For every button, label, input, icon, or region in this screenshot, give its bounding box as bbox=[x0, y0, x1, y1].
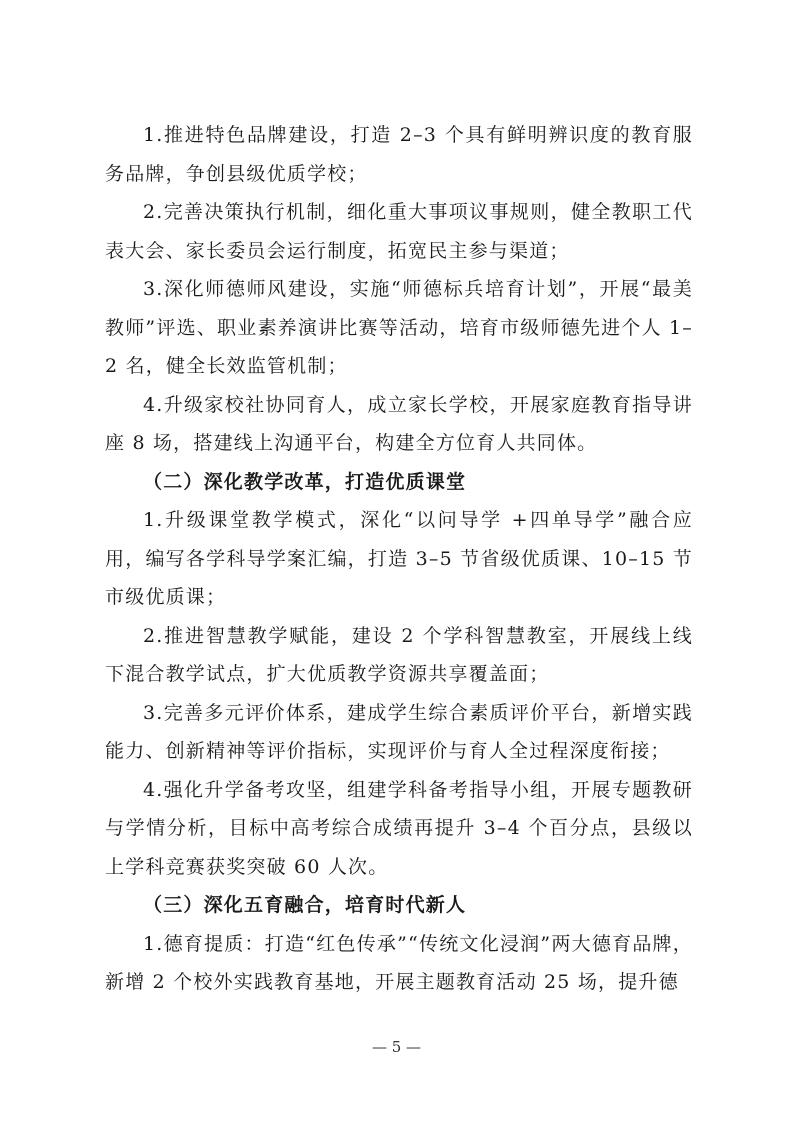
paragraph-5: 1.升级课堂教学模式，深化“以问导学 +四单导学”融合应用，编写各学科导学案汇编，打造 3–5 节省级优质课、10–15 节市级优质课； bbox=[105, 509, 693, 608]
paragraph-1: 1.推进特色品牌建设，打造 2–3 个具有鲜明辨识度的教育服务品牌，争创县级优质学校； bbox=[105, 124, 693, 185]
paragraph-9: 1.德育提质：打造“红色传承”“传统文化浸润”两大德育品牌，新增 2 个校外实践教育基地，开展主题教育活动 25 场，提升德 bbox=[105, 932, 693, 993]
paragraph-3: 3.深化师德师风建设，实施“师德标兵培育计划”，开展“最美教师”评选、职业素养演讲比赛等活动，培育市级师德先进个人 1–2 名，健全长效监管机制； bbox=[105, 278, 693, 377]
paragraph-2: 2.完善决策执行机制，细化重大事项议事规则，健全教职工代表大会、家长委员会运行制度，拓宽民主参与渠道； bbox=[105, 201, 693, 262]
page-number: — 5 — bbox=[371, 1038, 422, 1056]
paragraph-8: 4.强化升学备考攻坚，组建学科备考指导小组，开展专题教研与学情分析，目标中高考综合成绩再提升 3–4 个百分点，县级以上学科竞赛获奖突破 60 人次。 bbox=[105, 778, 693, 878]
paragraph-7: 3.完善多元评价体系，建成学生综合素质评价平台，新增实践能力、创新精神等评价指标，实现评价与育人全过程深度衔接； bbox=[105, 701, 693, 762]
paragraph-4: 4.升级家校社协同育人，成立家长学校，开展家庭教育指导讲座 8 场，搭建线上沟通平台，构建全方位育人共同体。 bbox=[105, 393, 693, 454]
section-heading-3: （三）深化五育融合，培育时代新人 bbox=[143, 894, 467, 916]
paragraph-6: 2.推进智慧教学赋能，建设 2 个学科智慧教室，开展线上线下混合教学试点，扩大优质教学资源共享覆盖面； bbox=[105, 624, 693, 685]
body-text bbox=[105, 116, 693, 1002]
section-heading-2: （二）深化教学改革，打造优质课堂 bbox=[143, 470, 467, 493]
